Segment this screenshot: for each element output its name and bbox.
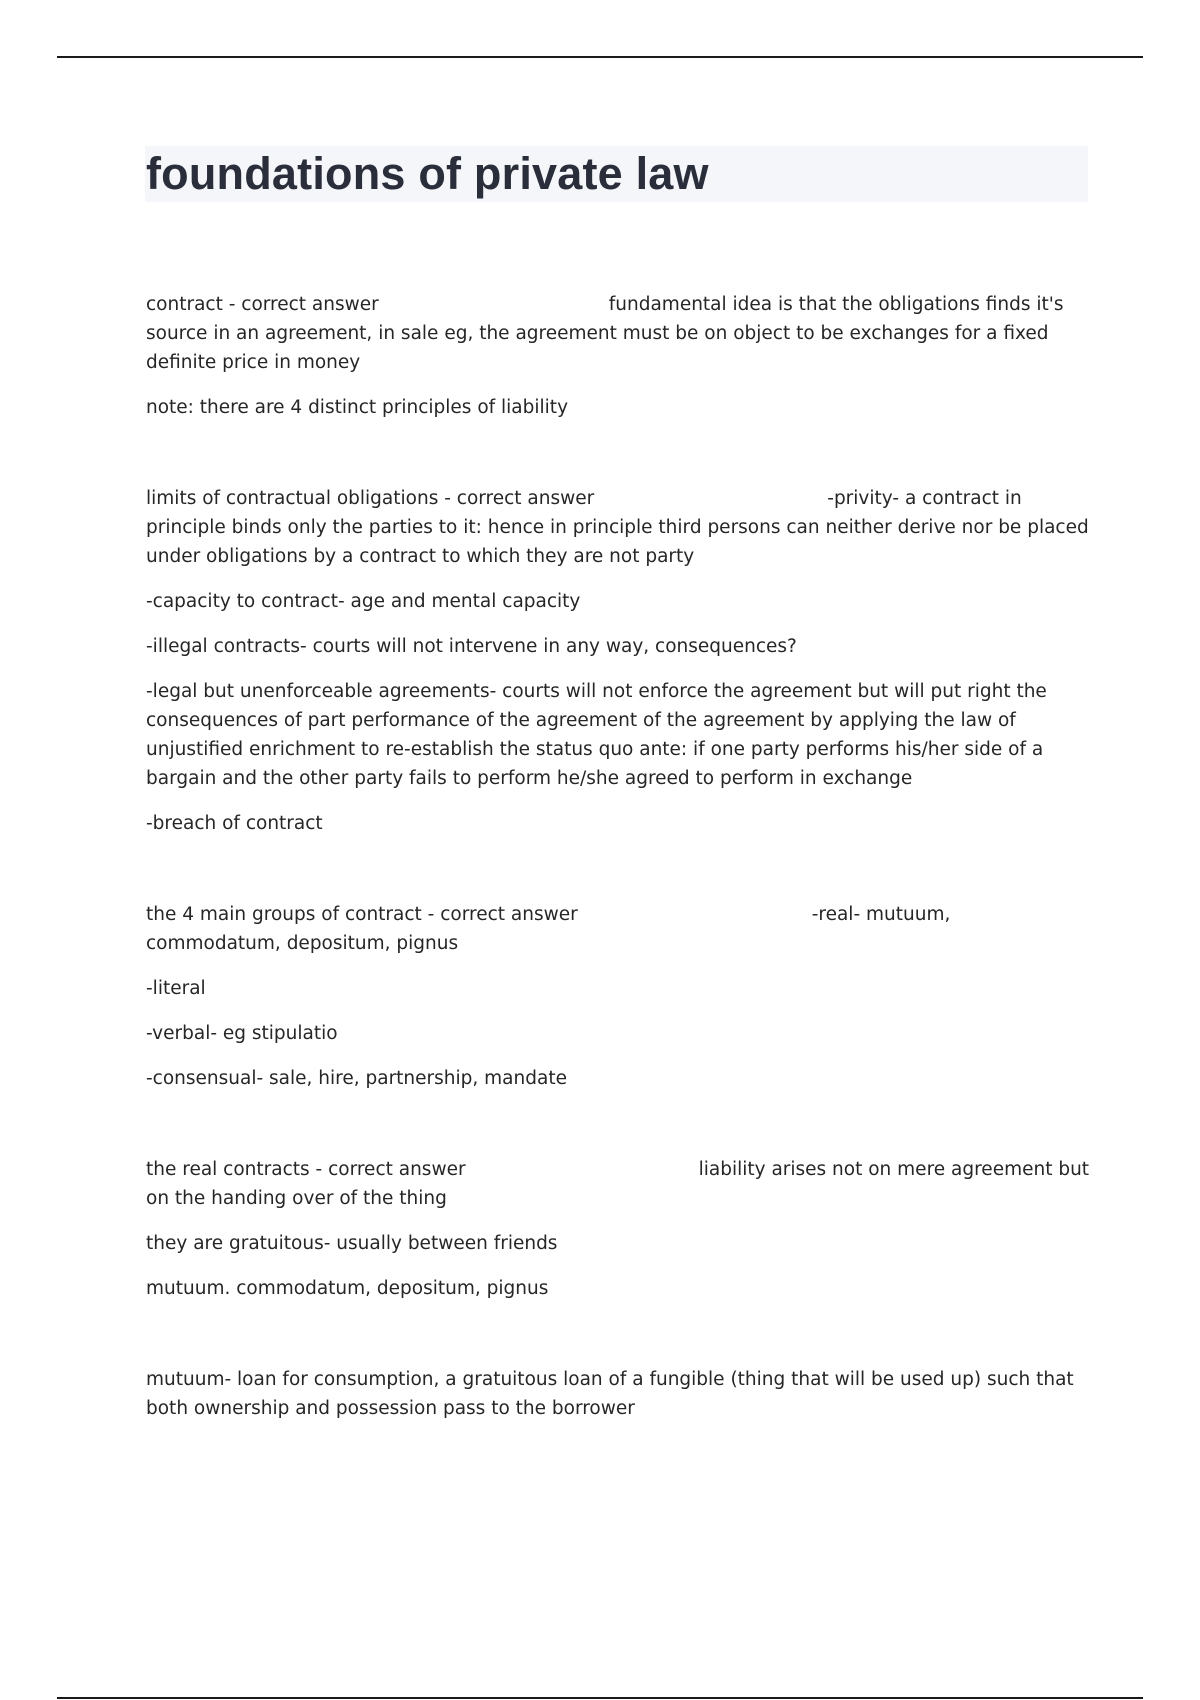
document-title: foundations of private law: [146, 148, 709, 199]
card-answer: -privity- a contract in principle binds only the parties to it: hence in principle third persons can neither derive nor be placed under obligations by a contract to which they are not party: [146, 488, 1089, 567]
flashcard-contract: [146, 290, 1091, 422]
card-paragraph: mutuum- loan for consumption, a gratuitous loan of a fungible (thing that will be used up) such that both ownership and possession pass to the borrower: [146, 1369, 1074, 1419]
card-paragraph: -breach of contract: [146, 813, 323, 834]
bottom-rule: [57, 1697, 1143, 1699]
card-question: the real contracts - correct answer: [146, 1159, 466, 1180]
card-first-line: [146, 484, 1091, 571]
card-paragraph: -literal: [146, 978, 206, 999]
card-paragraph: -capacity to contract- age and mental capacity: [146, 591, 581, 612]
flashcard-limits: [146, 484, 1091, 838]
card-paragraph: -legal but unenforceable agreements- courts will not enforce the agreement but will put right the consequences of part performance of the agreement of the agreement by applying the law of unjustified enrichment to re-establish the status quo ante: if one party performs his/her side of a bargain and the other party fails to perform he/she agreed to perform in exchange: [146, 681, 1047, 789]
card-question: limits of contractual obligations - correct answer: [146, 488, 595, 509]
flashcard-real-contracts: [146, 1155, 1091, 1303]
top-rule: [57, 56, 1143, 58]
card-answer: fundamental idea is that the obligations finds it's source in an agreement, in sale eg, the agreement must be on object to be exchanges for a fixed definite price in money: [146, 294, 1064, 373]
card-first-line: [146, 290, 1091, 377]
card-paragraph: -illegal contracts- courts will not intervene in any way, consequences?: [146, 636, 797, 657]
card-paragraph: -verbal- eg stipulatio: [146, 1023, 338, 1044]
card-paragraph: they are gratuitous- usually between friends: [146, 1233, 558, 1254]
card-question: the 4 main groups of contract - correct answer: [146, 904, 578, 925]
card-paragraph: mutuum. commodatum, depositum, pignus: [146, 1278, 549, 1299]
card-question: contract - correct answer: [146, 294, 379, 315]
document-body: [146, 290, 1091, 1439]
card-first-line: [146, 900, 1091, 958]
flashcard-main-groups: [146, 900, 1091, 1093]
card-first-line: [146, 1155, 1091, 1213]
card-paragraph: -consensual- sale, hire, partnership, mandate: [146, 1068, 567, 1089]
flashcard-mutuum: [146, 1365, 1091, 1423]
card-answer: -real- mutuum, commodatum, depositum, pignus: [146, 904, 951, 954]
card-note: note: there are 4 distinct principles of liability: [146, 397, 569, 418]
card-answer: liability arises not on mere agreement but on the handing over of the thing: [146, 1159, 1090, 1209]
